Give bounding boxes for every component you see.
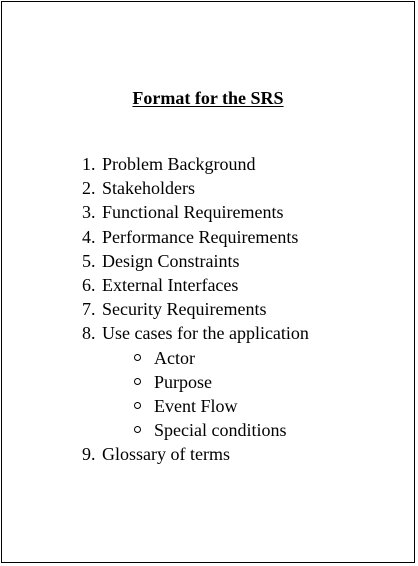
item-number: 6.	[82, 274, 96, 295]
item-label: Problem Background	[102, 154, 256, 174]
document-title: Format for the SRS	[132, 88, 284, 108]
sub-item-label: Actor	[154, 347, 195, 368]
hollow-bullet-icon	[134, 402, 141, 409]
item-label: Functional Requirements	[102, 202, 284, 223]
item-number: 2.	[82, 178, 96, 199]
list-item	[82, 225, 309, 249]
item-label: Use cases for the application	[102, 323, 309, 344]
item-label: Stakeholders	[102, 178, 195, 199]
item-label: External Interfaces	[102, 274, 239, 295]
document-page	[1, 1, 415, 563]
list-item	[82, 200, 309, 224]
sub-list-item	[82, 346, 309, 370]
item-label: Design Constraints	[102, 250, 240, 271]
item-number: 7.	[82, 299, 96, 320]
list-item	[82, 152, 309, 176]
item-label: Security Requirements	[102, 299, 267, 320]
item-label: Glossary of terms	[102, 444, 230, 465]
item-number: 1.	[82, 154, 96, 174]
hollow-bullet-icon	[134, 426, 141, 433]
sub-list-item	[82, 394, 309, 418]
sub-list-item	[82, 370, 309, 394]
srs-outline-list	[82, 152, 309, 466]
sub-item-label: Purpose	[154, 371, 212, 392]
list-item	[82, 442, 309, 466]
list-item	[82, 321, 309, 345]
sub-item-label: Special conditions	[154, 420, 287, 441]
hollow-bullet-icon	[134, 378, 141, 385]
list-item	[82, 273, 309, 297]
item-number: 4.	[82, 226, 96, 247]
hollow-bullet-icon	[134, 354, 141, 361]
item-number: 3.	[82, 202, 96, 223]
list-item	[82, 249, 309, 273]
item-number: 9.	[82, 444, 96, 465]
sub-list-item	[82, 418, 309, 442]
list-item	[82, 297, 309, 321]
item-label: Performance Requirements	[102, 226, 299, 247]
sub-item-label: Event Flow	[154, 395, 238, 416]
list-item	[82, 176, 309, 200]
item-number: 8.	[82, 323, 96, 344]
item-number: 5.	[82, 250, 96, 271]
